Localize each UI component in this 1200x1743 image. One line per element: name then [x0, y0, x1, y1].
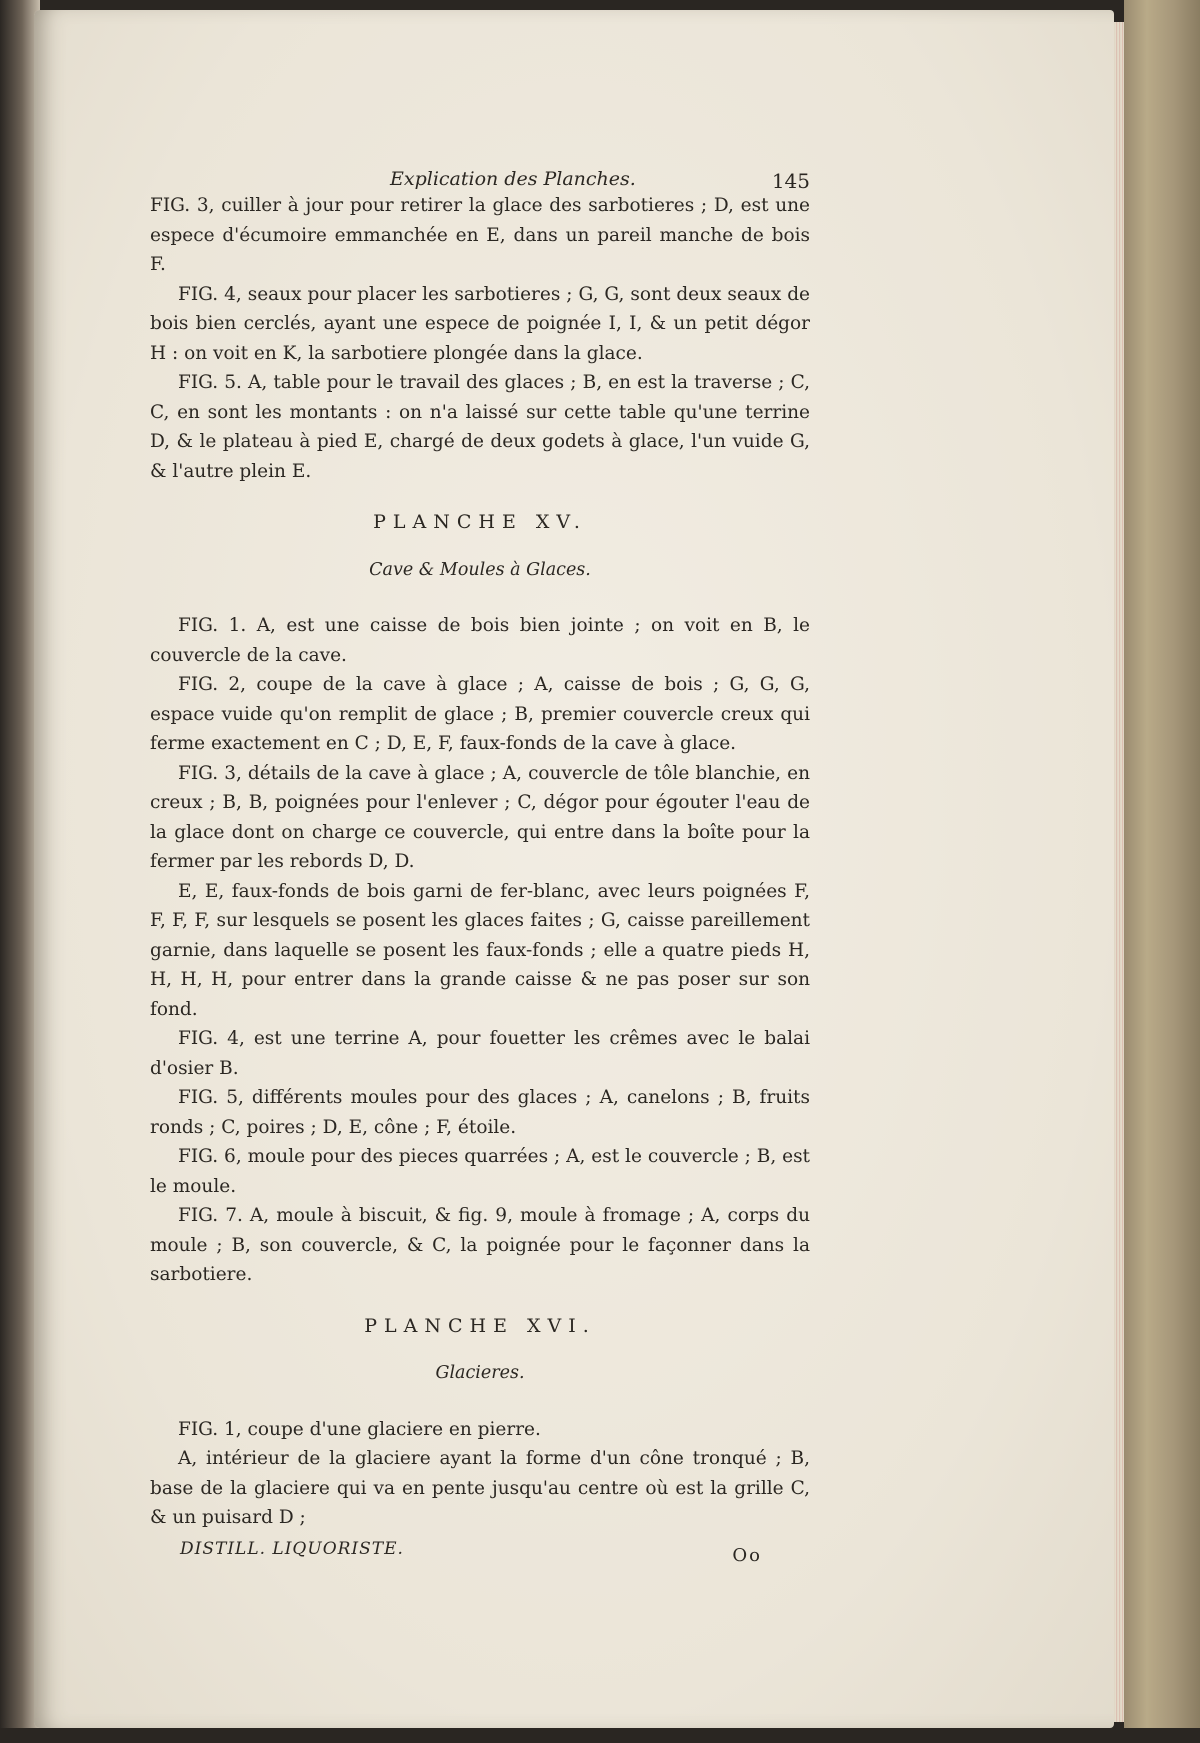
paragraph: E, E, faux-fonds de bois garni de fer-blanc, avec leurs poignées F, F, F, F, sur lesquels se posent les glaces faites ; G, caisse pareillement garnie, dans laquelle se posent les faux-fonds ; elle a quatre pieds H, H, H, H, pour entrer dans la grande caisse & ne pas poser sur son fond. — [150, 880, 810, 1020]
paragraph: FIG. 4, est une terrine A, pour fouetter les crêmes avec le balai d'osier B. — [150, 1028, 810, 1079]
page-text — [150, 165, 810, 1565]
paragraph: A, intérieur de la glaciere ayant la forme d'un cône tronqué ; B, base de la glaciere qui va en pente jusqu'au centre où est la grille C, & un puisard D ; — [150, 1448, 810, 1528]
plate-subtitle-xv: Cave & Moules à Glaces. — [369, 559, 591, 580]
gathering-mark: Oo — [732, 1544, 762, 1566]
paragraph: FIG. 6, moule pour des pieces quarrées ; A, est le couvercle ; B, est le moule. — [150, 1146, 810, 1197]
plate-subtitle-xvi: Glacieres. — [435, 1363, 525, 1383]
plate-heading-xvi: PLANCHE XVI. — [364, 1314, 596, 1337]
plate-heading-xv: PLANCHE XV. — [373, 511, 587, 533]
running-title: Explication des Planches. — [390, 168, 636, 190]
running-header — [150, 165, 810, 193]
signature-mark: DISTILL. LIQUORISTE. — [180, 1538, 404, 1559]
paragraph: FIG. 1. A, est une caisse de bois bien jointe ; on voit en B, le couvercle de la cave. — [150, 615, 810, 666]
paragraph: FIG. 7. A, moule à biscuit, & fig. 9, moule à fromage ; A, corps du moule ; B, son couvercle, & C, la poignée pour le façonner dans la sarbotiere. — [150, 1205, 810, 1285]
page-number: 145 — [771, 169, 810, 193]
page-footer — [150, 1535, 810, 1565]
paragraph: FIG. 5. A, table pour le travail des glaces ; B, en est la traverse ; C, C, en sont les montants : on n'a laissé sur cette table qu'une terrine D, & le plateau à pied E, chargé de deux godets à glace, l'un vuide G, & l'autre plein E. — [150, 372, 810, 482]
paragraph: FIG. 4, seaux pour placer les sarbotieres ; G, G, sont deux seaux de bois bien cerclés, ayant une espece de poignée I, I, & un petit dégor H : on voit en K, la sarbotiere plongée dans la glace. — [150, 283, 810, 364]
paragraph: FIG. 3, cuiller à jour pour retirer la glace des sarbotieres ; D, est une espece d'écumoire emmanchée en E, dans un pareil manche de bois F. — [150, 195, 810, 275]
book-cover-bottom — [0, 1728, 1200, 1743]
paragraph: FIG. 2, coupe de la cave à glace ; A, caisse de bois ; G, G, G, espace vuide qu'on remplit de glace ; B, premier couvercle creux qui ferme exactement en C ; D, E, F, faux-fonds de la cave à glace. — [150, 674, 810, 754]
section-plate-14-continued — [150, 191, 810, 486]
section-plate-15 — [150, 611, 810, 1290]
paragraph: FIG. 5, différents moules pour des glaces ; A, canelons ; B, fruits ronds ; C, poires ; D, E, cône ; F, étoile. — [150, 1087, 810, 1138]
section-plate-16 — [150, 1415, 810, 1533]
paragraph: FIG. 1, coupe d'une glaciere en pierre. — [178, 1418, 541, 1440]
paragraph: FIG. 3, détails de la cave à glace ; A, couvercle de tôle blanchie, en creux ; B, B, poignées pour l'enlever ; C, dégor pour égouter l'eau de la glace dont on charge ce couvercle, qui entre dans la boîte pour la fermer par les rebords D, D. — [150, 762, 810, 872]
book-cover-right — [1124, 0, 1200, 1743]
